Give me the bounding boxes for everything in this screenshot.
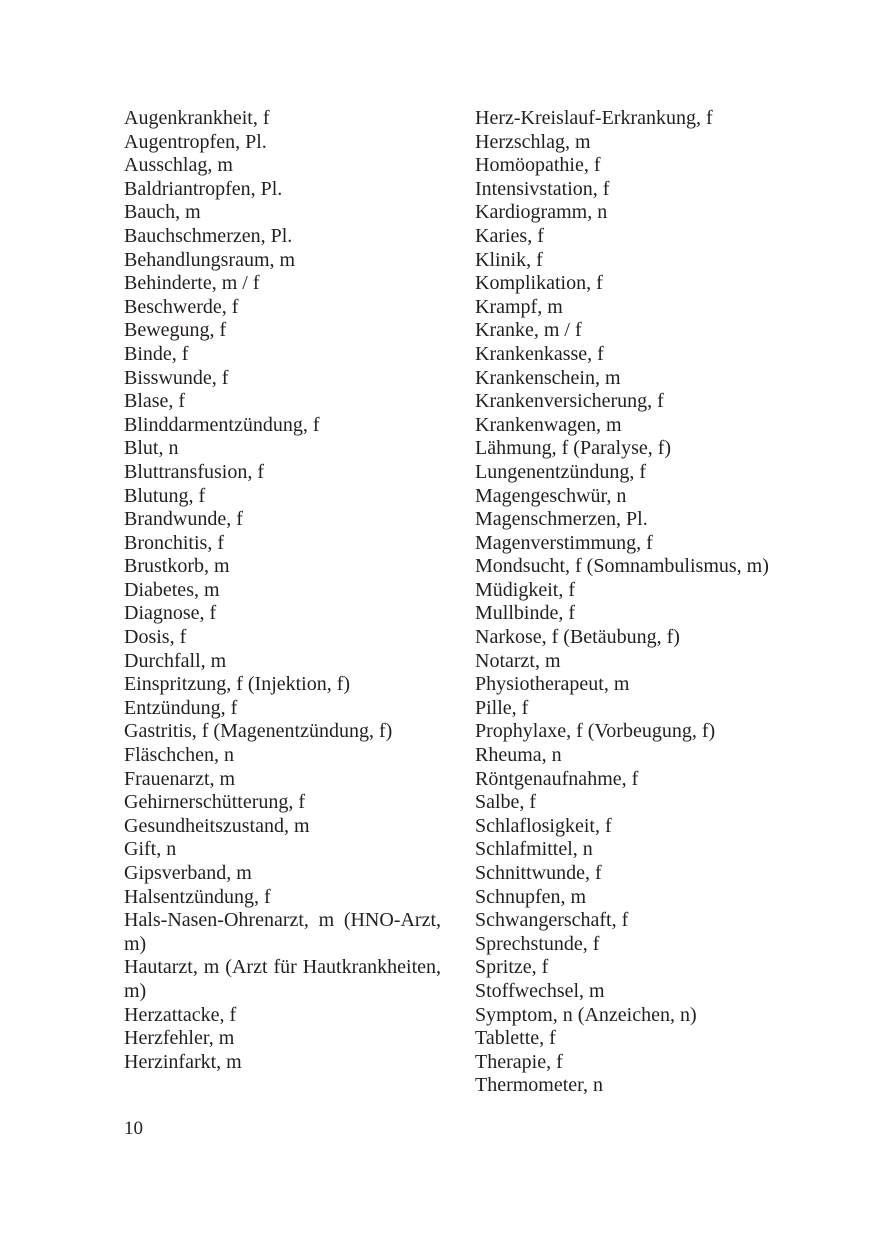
vocabulary-entry: Durchfall, m [124, 649, 227, 672]
vocabulary-entry: Mullbinde, f [475, 602, 575, 625]
vocabulary-entry: Homöopathie, f [475, 154, 601, 177]
vocabulary-entry: Ausschlag, m [124, 154, 233, 177]
vocabulary-entry: Spritze, f [475, 956, 549, 979]
vocabulary-entry: Blut, n [124, 437, 179, 460]
vocabulary-entry: Schwangerschaft, f [475, 909, 629, 932]
vocabulary-entry: Hals-Nasen-Ohrenarzt, m (HNO-Arzt, m) [124, 909, 441, 955]
vocabulary-entry: Herzfehler, m [124, 1027, 235, 1050]
vocabulary-entry: Schlaflosigkeit, f [475, 814, 612, 837]
vocabulary-entry: Gesundheitszustand, m [124, 814, 310, 837]
vocabulary-entry: Magengeschwür, n [475, 484, 627, 507]
vocabulary-entry: Notarzt, m [475, 649, 561, 672]
vocabulary-entry: Salbe, f [475, 791, 537, 814]
vocabulary-entry: Bronchitis, f [124, 531, 224, 554]
vocabulary-entry: Schnittwunde, f [475, 862, 602, 884]
vocabulary-entry: Tablette, f [475, 1027, 556, 1050]
vocabulary-entry: Kranke, m / f [475, 319, 582, 342]
vocabulary-entry: Therapie, f [475, 1050, 563, 1073]
vocabulary-entry: Herzinfarkt, m [124, 1050, 242, 1073]
vocabulary-entry: Klinik, f [475, 248, 543, 271]
vocabulary-entry: Müdigkeit, f [475, 578, 575, 601]
vocabulary-entry: Kardiogramm, n [475, 201, 608, 224]
vocabulary-entry: Augentropfen, Pl. [124, 130, 267, 153]
vocabulary-entry: Binde, f [124, 342, 189, 365]
vocabulary-entry: Dosis, f [124, 626, 187, 649]
vocabulary-entry: Krankenkasse, f [475, 342, 604, 365]
vocabulary-entry: Stoffwechsel, m [475, 979, 605, 1002]
vocabulary-entry: Bisswunde, f [124, 366, 229, 389]
vocabulary-entry: Gastritis, f (Magenentzündung, f) [124, 720, 393, 743]
vocabulary-entry: Herzattacke, f [124, 1003, 237, 1026]
vocabulary-entry: Herz-Kreislauf-Erkrankung, f [475, 107, 713, 129]
vocabulary-entry: Thermometer, n [475, 1074, 604, 1097]
vocabulary-entry: Schlafmittel, n [475, 838, 593, 861]
vocabulary-entry: Rheuma, n [475, 744, 562, 767]
vocabulary-entry: Beschwerde, f [124, 295, 239, 318]
vocabulary-entry: Bewegung, f [124, 319, 227, 342]
vocabulary-entry: Bluttransfusion, f [124, 460, 264, 483]
vocabulary-column-left [124, 107, 441, 1074]
vocabulary-entry: Augenkrankheit, f [124, 107, 270, 129]
vocabulary-entry: Baldriantropfen, Pl. [124, 177, 283, 200]
vocabulary-entry: Hautarzt, m (Arzt für Hautkrankheiten, m) [124, 956, 441, 1002]
vocabulary-entry: Gift, n [124, 838, 177, 861]
vocabulary-entry: Schnupfen, m [475, 885, 587, 908]
vocabulary-entry: Krankenschein, m [475, 366, 621, 389]
vocabulary-entry: Krankenversicherung, f [475, 390, 664, 413]
vocabulary-entry: Karies, f [475, 224, 544, 247]
vocabulary-entry: Mondsucht, f (Somnambulismus, m) [475, 555, 769, 578]
vocabulary-entry: Bauchschmerzen, Pl. [124, 224, 293, 247]
vocabulary-entry: Diagnose, f [124, 602, 217, 625]
vocabulary-entry: Symptom, n (Anzeichen, n) [475, 1003, 697, 1026]
vocabulary-entry: Brustkorb, m [124, 555, 230, 578]
vocabulary-entry: Brandwunde, f [124, 508, 243, 531]
vocabulary-entry: Narkose, f (Betäubung, f) [475, 626, 680, 649]
vocabulary-entry: Blase, f [124, 390, 186, 413]
vocabulary-entry: Gehirnerschütterung, f [124, 791, 306, 814]
vocabulary-entry: Röntgenaufnahme, f [475, 767, 639, 790]
vocabulary-entry: Behinderte, m / f [124, 272, 260, 295]
vocabulary-entry: Prophylaxe, f (Vorbeugung, f) [475, 720, 716, 743]
page-number: 10 [124, 1118, 143, 1139]
vocabulary-entry: Fläschchen, n [124, 744, 234, 767]
vocabulary-entry: Herzschlag, m [475, 130, 591, 153]
vocabulary-entry: Physiotherapeut, m [475, 673, 630, 696]
vocabulary-entry: Gipsverband, m [124, 862, 252, 884]
vocabulary-entry: Pille, f [475, 696, 529, 719]
vocabulary-entry: Blinddarmentzündung, f [124, 413, 320, 436]
vocabulary-entry: Komplikation, f [475, 272, 603, 295]
vocabulary-entry: Entzündung, f [124, 696, 238, 719]
vocabulary-entry: Diabetes, m [124, 578, 220, 601]
vocabulary-entry: Frauenarzt, m [124, 767, 236, 790]
vocabulary-entry: Intensivstation, f [475, 177, 610, 200]
vocabulary-entry: Krankenwagen, m [475, 413, 622, 436]
vocabulary-entry: Sprechstunde, f [475, 932, 600, 955]
vocabulary-entry: Einspritzung, f (Injektion, f) [124, 673, 351, 696]
vocabulary-entry: Magenverstimmung, f [475, 531, 653, 554]
vocabulary-entry: Halsentzündung, f [124, 885, 271, 908]
vocabulary-entry: Blutung, f [124, 484, 206, 507]
vocabulary-entry: Lähmung, f (Paralyse, f) [475, 437, 672, 460]
vocabulary-column-right [475, 107, 805, 1098]
vocabulary-entry: Behandlungsraum, m [124, 248, 296, 271]
vocabulary-entry: Magenschmerzen, Pl. [475, 508, 648, 531]
vocabulary-entry: Bauch, m [124, 201, 201, 224]
vocabulary-entry: Krampf, m [475, 295, 563, 318]
vocabulary-entry: Lungenentzündung, f [475, 460, 647, 483]
